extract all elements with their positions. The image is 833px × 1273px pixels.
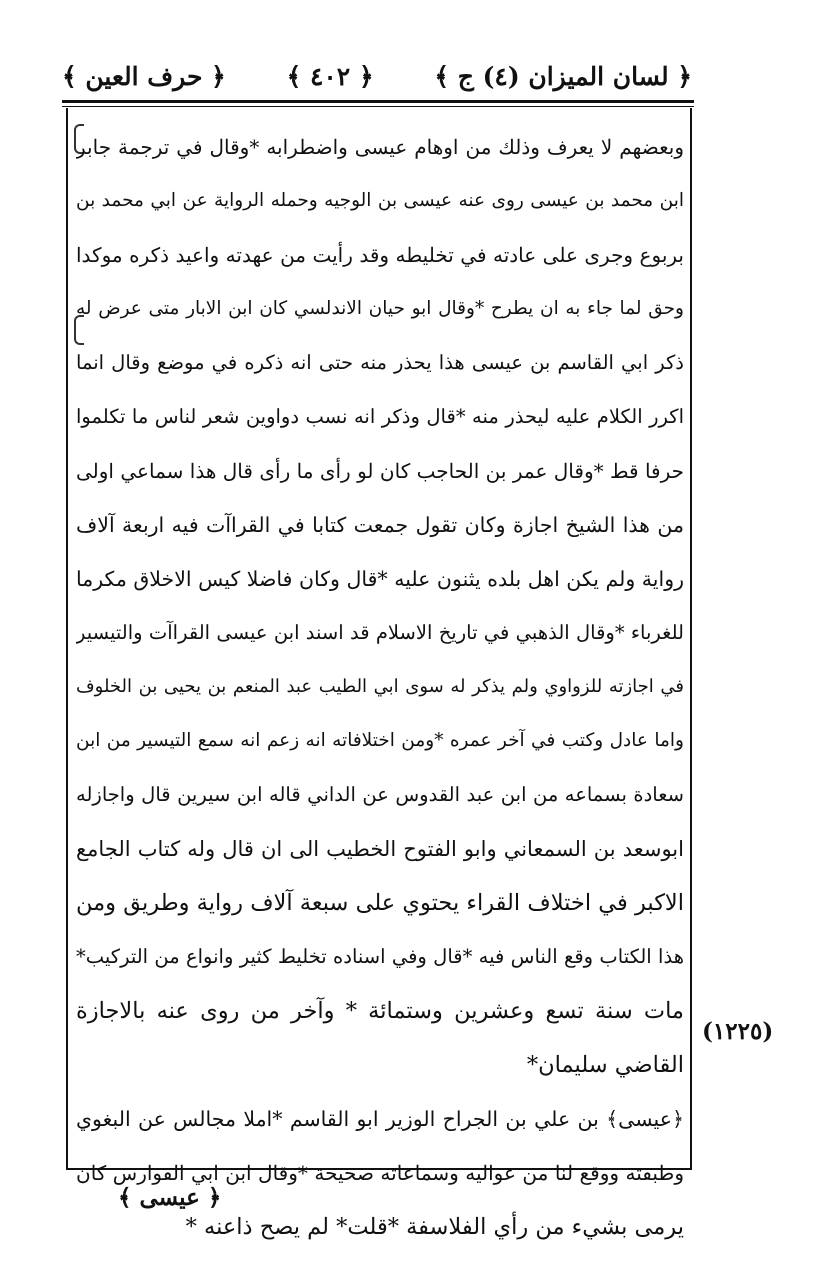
text-line: سعادة بسماعه من ابن عبد القدوس عن الداني قاله ابن سيرين قال واجازله — [76, 783, 684, 806]
text-line: للغرباء *وقال الذهبي في تاريخ الاسلام قد اسند ابن عيسى القراآت والتيسير — [76, 621, 684, 644]
text-line: وطبقته ووقع لنا من عواليه وسماعاته صحيحة *وقال ابن ابي الفوارس كان — [76, 1161, 684, 1185]
text-line: هذا الكتاب وقع الناس فيه *قال وفي اسناده تخليط كثير وانواع من التركيب* — [76, 945, 684, 968]
page-number: ﴿ ٤٠٢ ﴾ — [286, 61, 374, 91]
text-line: رواية ولم يكن اهل بلده يثنون عليه *قال وكان فاضلا كيس الاخلاق مكرما — [76, 567, 684, 591]
body-text — [76, 120, 684, 1254]
text-line: في اجازته للزواوي ولم يذكر له سوى ابي الطيب عبد المنعم بن يحيى بن الخلوف — [76, 676, 684, 697]
running-header — [62, 56, 692, 96]
entry-number: (١٢٢٥) — [702, 1018, 774, 1045]
text-line: وحق لما جاء به ان يطرح *وقال ابو حيان الاندلسي كان ابن الابار متى عرض له — [76, 298, 684, 319]
text-line: الاكبر في اختلاف القراء يحتوي على سبعة آلاف رواية وطريق ومن — [76, 890, 684, 916]
header-rule-thin — [62, 106, 694, 107]
text-line: ابوسعد بن السمعاني وابو الفتوح الخطيب الى ان قال وله كتاب الجامع — [76, 837, 684, 861]
text-line: القاضي سليمان* — [526, 1052, 684, 1078]
entry-heading-line: ﴿عيسى﴾ بن علي بن الجراح الوزير ابو القاسم *املا مجالس عن البغوي — [76, 1107, 684, 1131]
text-line: واما عادل وكتب في آخر عمره *ومن اختلافاته انه زعم انه سمع التيسير من ابن — [76, 730, 684, 751]
text-line: اكرر الكلام عليه ليحذر منه *قال وذكر انه نسب دواوين شعر لناس ما تكلموا — [76, 405, 684, 428]
text-line: ذكر ابي القاسم بن عيسى هذا يحذر منه حتى انه ذكره في موضع وقال انما — [76, 351, 684, 374]
text-line: ابن محمد بن عيسى روى عنه عيسى بن الوجيه وحمله الرواية عن ابي محمد بن — [76, 190, 684, 211]
catchword: ﴿ عيسى ﴾ — [118, 1184, 222, 1211]
running-title: ﴿ لسان الميزان (٤) ج ﴾ — [434, 61, 692, 91]
section-title: ﴿ حرف العين ﴾ — [62, 61, 226, 91]
text-line: وبعضهم لا يعرف وذلك من اوهام عيسى واضطرابه *وقال في ترجمة جابر — [76, 135, 684, 159]
header-rule-thick — [62, 100, 694, 103]
text-line: من هذا الشيخ اجازة وكان تقول جمعت كتابا في القراآت فيه اربعة آلاف — [76, 513, 684, 537]
text-line: حرفا قط *وقال عمر بن الحاجب كان لو رأى ما رأى قال هذا سماعي اولى — [76, 459, 684, 483]
text-line: مات سنة تسع وعشرين وستمائة * وآخر من روى عنه بالاجازة — [76, 998, 684, 1024]
text-line: يرمى بشيء من رأي الفلاسفة *قلت* لم يصح ذاعنه * — [185, 1214, 684, 1240]
text-line: بربوع وجرى على عادته في تخليطه وقد رأيت من عهدته واعيد ذكره موكدا — [76, 243, 684, 267]
